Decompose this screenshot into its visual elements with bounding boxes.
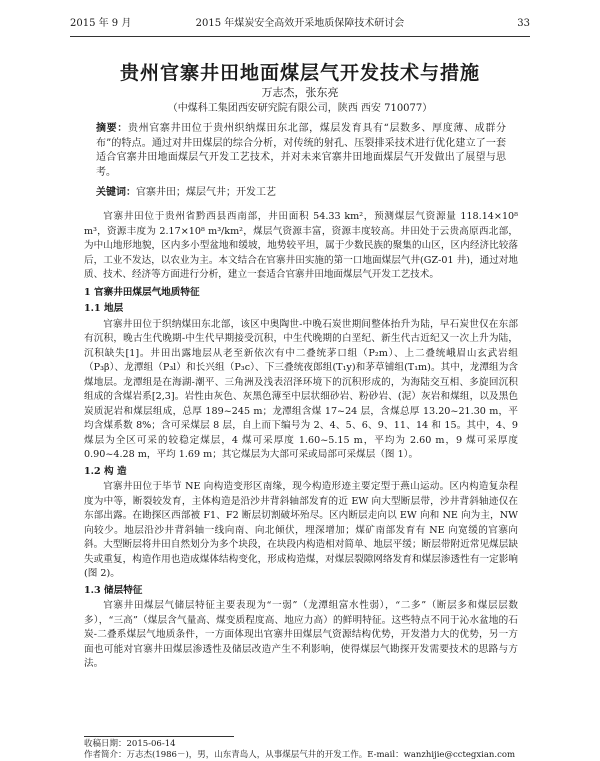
body-text bbox=[84, 210, 518, 672]
header-date: 2015 年 9 月 bbox=[70, 18, 132, 29]
paragraph-stratigraphy: 官寨井田位于织纳煤田东北部，该区中奥陶世-中晚石炭世期间整体抬升为陆，早石炭世仅在东部有沉积，晚古生代晚期-中生代早期接受沉积，中生代晚期的白垩纪、新生代古近纪又一次上升为陆，沉积缺失[1]。井田出露地层从老至新依次有中二叠统茅口组（P₂m）、上二叠统峨眉山玄武岩组（P₃β）、龙潭组（P₃l）和长兴组（P₃c）、下三叠统夜郎组(T₁y)和茅草铺组(T₁m)。其中，龙潭组为含煤地层。龙潭组是在海湖-潮平、三角洲及浅表沼泽环境下的沉积形成的，为海陆交互相、多旋回沉积组成的含煤岩系[2,3]。岩性由灰色、灰黑色薄至中层状细砂岩、粉砂岩、(泥）灰岩和煤组，以及黑色炭质泥岩和煤层组成，总厚 189~245 m；龙潭组含煤 17~24 层，含煤总厚 13.20~21.30 m，平均含煤系数 8%；含可采煤层 8 层，自上而下编号为 2、4、5、6、9、11、14 和 15。其中，4、9 煤层为全区可采的较稳定煤层，4 煤可采厚度 1.60~5.15 m，平均为 2.60 m，9 煤可采厚度 0.90~4.28 m，平均 1.69 m；其它煤层为大部可采或局部可采煤层（图 1）。 bbox=[84, 318, 518, 460]
authors: 万志杰，张东亮 bbox=[261, 86, 339, 99]
footnote bbox=[84, 739, 524, 761]
keywords-text: 官寨井田；煤层气井；开发工艺 bbox=[136, 187, 276, 198]
author-bio: 作者简介：万志杰(1986－)，男，山东青岛人，从事煤层气井的开发工作。E-mail：wanzhijie@cctegxian.com bbox=[84, 750, 516, 760]
abstract-text: 贵州官寨井田位于贵州织纳煤田东北部，煤层发育具有“层数多、厚度薄、成群分布”的特点。通过对井田煤层的综合分析，对传统的射孔、压裂排采技术进行优化建立了一套适合官寨井田地面煤层气开发工艺技术，并对未来官寨井田地面煤层气开发做出了展望与思考。 bbox=[96, 123, 506, 178]
footnote-rule bbox=[84, 736, 234, 737]
paper-title: 贵州官寨井田地面煤层气开发技术与措施 bbox=[119, 62, 480, 84]
subsection-heading: 1.3 储层特征 bbox=[84, 584, 143, 596]
keywords-label: 关键词： bbox=[96, 187, 136, 198]
header-conference: 2015 年煤炭安全高效开采地质保障技术研讨会 bbox=[195, 18, 405, 29]
header-page-number: 33 bbox=[517, 18, 530, 29]
abstract-label: 摘要： bbox=[96, 123, 128, 134]
section-heading: 1 官寨井田煤层气地质特征 bbox=[84, 286, 200, 298]
intro-paragraph: 官寨井田位于贵州省黔西县西南部，井田面积 54.33 km²，预测煤层气资源量 118.14×10⁸ m³，资源丰度为 2.17×10⁸ m³/km²，煤层气资源丰富，资源丰度较高。井田处于云贵高原西北部，为中山地形地貌，区内多小型盆地和缓坡，地势较平坦，属于少数民族的聚集的山区，区内经济比较落后，工业不发达，以农业为主。本文结合在官寨井田实施的第一口地面煤层气井(GZ-01 井)，通过对地质、技术、经济等方面进行分析，建立一套适合官寨井田地面煤层气开发工艺技术。 bbox=[84, 211, 518, 280]
subsection-heading: 1.1 地层 bbox=[84, 303, 124, 314]
paragraph-reservoir: 官寨井田煤层气储层特征主要表现为“一弱”（龙潭组富水性弱），“二多”（断层多和煤层层数多），“三高”（煤层含气量高、煤变质程度高、地应力高）的鲜明特征。这些特点不同于沁水盆地的石炭-二叠系煤层气地质条件，一方面体现出官寨井田煤层气资源结构优势，开发潜力大的优势，另一方面也可能对官寨井田煤层渗透性及储层改造产生不利影响，使得煤层气勘探开发需要技术的思路与方法。 bbox=[84, 600, 518, 669]
keywords bbox=[96, 186, 506, 200]
paragraph-structure: 官寨井田位于毕节 NE 向构造变形区南缘，现今构造形迹主要定型于燕山运动。区内构造复杂程度为中等，断裂较发育，主体构造是沿沙井背斜轴部发育的近 EW 向大型断层带，沙井背斜轴迹仅在东部出露。在勘探区西部被 F1、F2 断层切割破坏殆尽。区内断层走向以 EW 向和 NE 向为主，NW 向较少。地层沿沙井背斜轴一线向南、向北倾伏，埋深增加；煤矿南部发育有 NE 向宽缓的官寨向斜。大型断层将井田自然划分为多个块段，在块段内构造相对简单、地层平缓；断层带附近常见煤层缺失或重复，构造作用也造成煤体结构变化，形成构造煤，对煤层裂隙网络发育和煤层渗透性有一定影响(图 2)。 bbox=[84, 481, 518, 579]
received-date: 收稿日期：2015-06-14 bbox=[84, 739, 176, 749]
header-rule bbox=[70, 36, 530, 37]
subsection-heading: 1.2 构 造 bbox=[84, 465, 127, 477]
running-header bbox=[70, 16, 530, 32]
affiliation: （中煤科工集团西安研究院有限公司，陕西 西安 710077） bbox=[167, 103, 433, 114]
abstract bbox=[96, 122, 506, 180]
